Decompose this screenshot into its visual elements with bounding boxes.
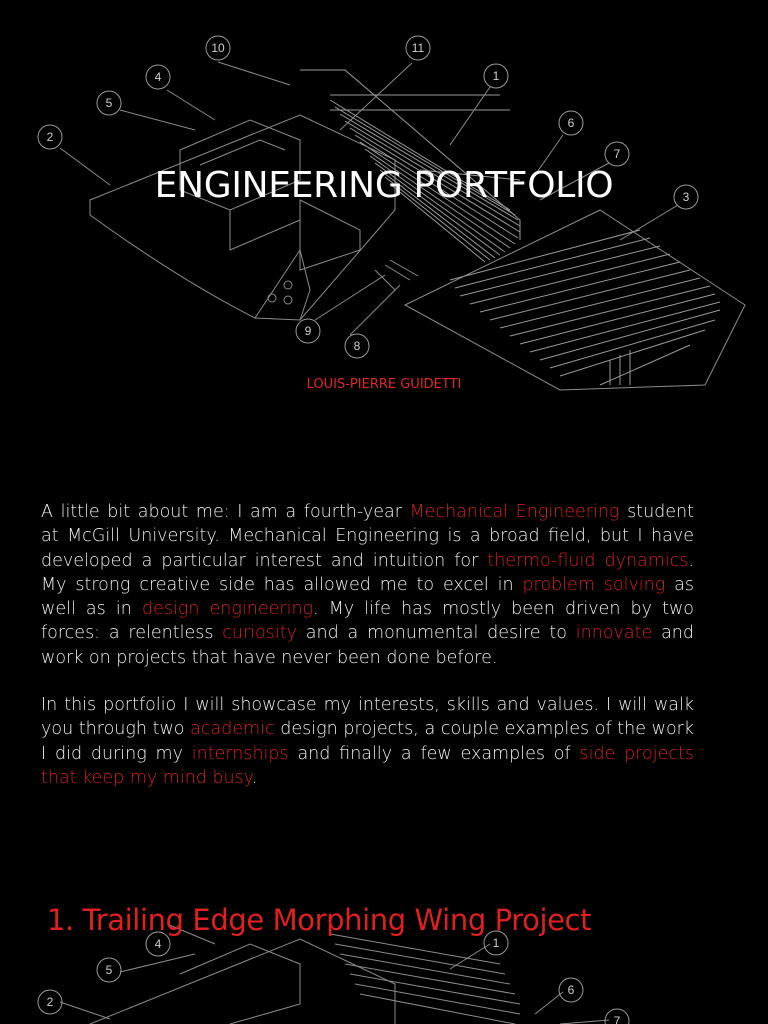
highlight-internships: internships [191, 743, 289, 764]
svg-text:4: 4 [154, 937, 162, 951]
svg-text:1: 1 [492, 936, 500, 950]
callout-4 [146, 65, 170, 89]
svg-text:7: 7 [613, 147, 621, 161]
section-title-morphing-wing: 1. Trailing Edge Morphing Wing Project [47, 903, 592, 937]
highlight-curiosity: curiosity [222, 623, 297, 644]
svg-text:2: 2 [46, 995, 54, 1009]
svg-text:7: 7 [613, 1014, 621, 1024]
section-callout-7 [605, 1009, 629, 1024]
portfolio-title: ENGINEERING PORTFOLIO [154, 165, 614, 206]
svg-text:10: 10 [211, 41, 225, 55]
callout-10 [206, 36, 230, 60]
highlight-design-engineering: design engineering [141, 599, 314, 620]
lower-ribs [450, 230, 720, 385]
highlight-mechanical-engineering: Mechanical Engineering [409, 502, 620, 522]
callout-1 [484, 64, 508, 88]
section-callout-2 [38, 990, 62, 1014]
svg-text:4: 4 [154, 70, 162, 84]
highlight-side-projects: side projects that keep my mind busy [41, 743, 694, 788]
highlight-academic: academic [190, 719, 275, 740]
section-callout-5 [97, 958, 121, 982]
svg-text:5: 5 [105, 963, 113, 977]
svg-text:9: 9 [304, 324, 312, 338]
highlight-problem-solving: problem solving [522, 574, 666, 595]
svg-text:1: 1 [492, 69, 500, 83]
svg-text:8: 8 [353, 339, 361, 353]
svg-text:6: 6 [567, 116, 575, 130]
svg-text:11: 11 [411, 41, 425, 55]
svg-text:6: 6 [567, 983, 575, 997]
highlight-thermo-fluid: thermo-fluid dynamics [487, 550, 689, 571]
author-name: LOUIS-PIERRE GUIDETTI [306, 377, 462, 392]
callout-2 [38, 125, 62, 149]
callout-5 [97, 91, 121, 115]
right-wing-outline [405, 210, 745, 390]
svg-text:5: 5 [105, 96, 113, 110]
section-callout-6 [559, 978, 583, 1002]
callout-11 [406, 36, 430, 60]
about-paragraph-2: In this portfolio I will showcase my interests, skills and values. I will walk you through two academic design projects, a couple examples of the work I did during my internships and finally a few examples of side projects that keep my mind busy. [41, 695, 694, 788]
svg-text:2: 2 [46, 130, 54, 144]
callout-9 [296, 319, 320, 343]
callout-6 [559, 111, 583, 135]
callout-8 [345, 334, 369, 358]
about-paragraph-1: A little bit about me: I am a fourth-year Mechanical Engineering student at McGill University. Mechanical Engineering is a broad field, but I have developed a particular interest and intuition for thermo-fluid dynamics. My strong creative side has allowed me to excel in problem solving as well as in design engineering. My life has mostly been driven by two forces: a relentless curiosity and a monumental desire to innovate and work on projects that have never been done before. [41, 502, 695, 668]
highlight-innovate: innovate [575, 623, 653, 644]
left-wing-outline [90, 115, 395, 320]
svg-text:3: 3 [682, 190, 690, 204]
